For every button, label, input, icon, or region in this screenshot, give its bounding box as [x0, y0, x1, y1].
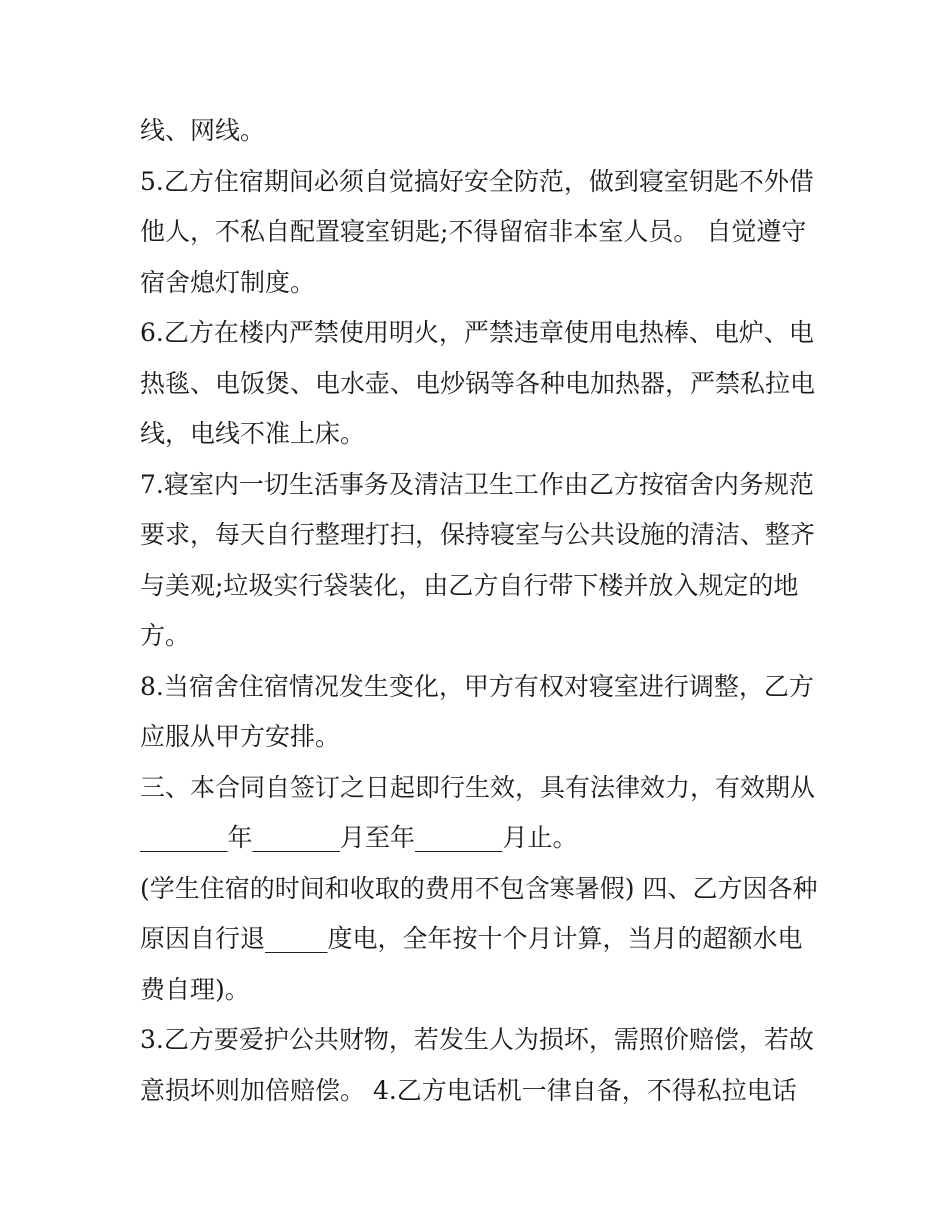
text-line: 要求，每天自行整理打扫，保持寝室与公共设施的清洁、整齐	[140, 520, 816, 549]
text-line: 线，电线不准上床。	[140, 419, 366, 448]
text-line: 三、本合同自签订之日起即行生效，具有法律效力，有效期从	[140, 772, 816, 802]
text-line: 意损坏则加倍赔偿。 4.乙方电话机一律自备，不得私拉电话	[140, 1075, 797, 1105]
text-line: 原因自行退_____度电，全年按十个月计算，当月的超额水电	[140, 924, 803, 953]
text-line: 线、网线。	[140, 116, 266, 145]
text-line: 方。	[140, 621, 191, 650]
text-line: (学生住宿的时间和收取的费用不包含寒暑假) 四、乙方因各种	[140, 873, 818, 903]
text-line: 应服从甲方安排。	[140, 722, 341, 751]
text-line: 8.当宿舍住宿情况发生变化，甲方有权对寝室进行调整，乙方	[140, 671, 814, 701]
text-line: 3.乙方要爱护公共财物，若发生人为损坏，需照价赔偿，若故	[140, 1025, 814, 1054]
text-line: 与美观;垃圾实行袋装化，由乙方自行带下楼并放入规定的地	[140, 570, 799, 600]
text-line: 他人，不私自配置寝室钥匙;不得留宿非本室人员。 自觉遵守	[140, 217, 807, 246]
text-line: 6.乙方在楼内严禁使用明火，严禁违章使用电热棒、电炉、电	[140, 318, 814, 347]
text-line: 宿舍熄灯制度。	[140, 267, 316, 297]
contract-text-body	[140, 106, 820, 1116]
text-line: 5.乙方住宿期间必须自觉搞好安全防范，做到寝室钥匙不外借	[140, 166, 814, 196]
text-line: 热毯、电饭煲、电水壶、电炒锅等各种电加热器，严禁私拉电	[140, 368, 816, 398]
text-line: 费自理)。	[140, 974, 250, 1004]
text-line: _______年_______月至年_______月止。	[140, 823, 578, 852]
text-line: 7.寝室内一切生活事务及清洁卫生工作由乙方按宿舍内务规范	[140, 469, 814, 499]
